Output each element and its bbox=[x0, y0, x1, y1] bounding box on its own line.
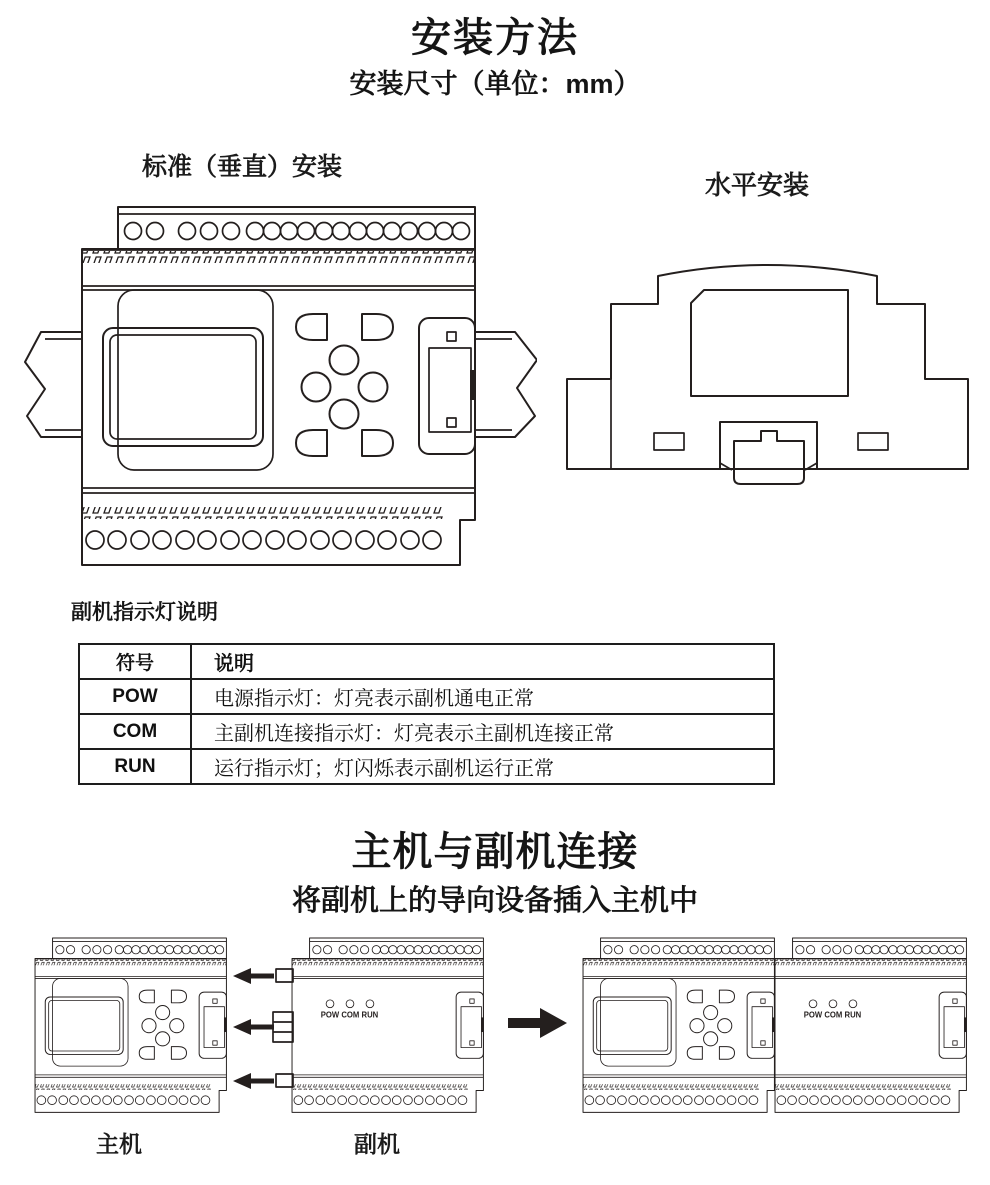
connection-section-subtitle: 将副机上的导向设备插入主机中 bbox=[291, 885, 698, 917]
horizontal-install-label: 水平安装 bbox=[705, 170, 810, 200]
right-arrow-icon bbox=[508, 1008, 567, 1038]
screen-side-profile bbox=[691, 290, 848, 396]
connection-section-title: 主机与副机连接 bbox=[351, 830, 639, 874]
sub-unit-label: 副机 bbox=[354, 1132, 400, 1157]
column-header-description: 说明 bbox=[191, 644, 774, 679]
description-cell: 主副机连接指示灯：灯亮表示主副机连接正常 bbox=[191, 714, 774, 749]
main-unit-front bbox=[35, 938, 226, 1112]
sub-unit-front bbox=[292, 938, 483, 1112]
table-row bbox=[79, 679, 774, 714]
table-header-row bbox=[79, 644, 774, 679]
page-title: 安装方法 bbox=[411, 16, 579, 60]
page-subtitle: 安装尺寸（单位：mm） bbox=[349, 69, 641, 99]
symbol-cell: POW bbox=[79, 679, 191, 714]
description-cell: 电源指示灯：灯亮表示副机通电正常 bbox=[191, 679, 774, 714]
led-table-caption: 副机指示灯说明 bbox=[71, 601, 218, 624]
main-unit-label: 主机 bbox=[96, 1132, 142, 1157]
symbol-cell: RUN bbox=[79, 749, 191, 784]
din-rail-left bbox=[25, 332, 82, 437]
column-header-symbol: 符号 bbox=[79, 644, 191, 679]
table-row bbox=[79, 749, 774, 784]
controller-front-view bbox=[82, 207, 475, 565]
sub-unit-connected bbox=[775, 938, 966, 1112]
din-rail-right bbox=[475, 332, 537, 437]
table-row bbox=[79, 714, 774, 749]
connection-diagram bbox=[25, 936, 985, 1128]
din-rail-clip bbox=[720, 422, 817, 484]
main-unit-connected bbox=[583, 938, 774, 1112]
led-indicator-table bbox=[78, 643, 775, 785]
description-cell: 运行指示灯；灯闪烁表示副机运行正常 bbox=[191, 749, 774, 784]
symbol-cell: COM bbox=[79, 714, 191, 749]
guide-tabs bbox=[273, 969, 293, 1087]
horizontal-install-diagram bbox=[558, 252, 970, 488]
vertical-install-diagram: POW COM RUN bbox=[15, 202, 537, 570]
vertical-install-label: 标准（垂直）安装 bbox=[142, 153, 343, 181]
left-arrow-icon bbox=[233, 968, 274, 1089]
